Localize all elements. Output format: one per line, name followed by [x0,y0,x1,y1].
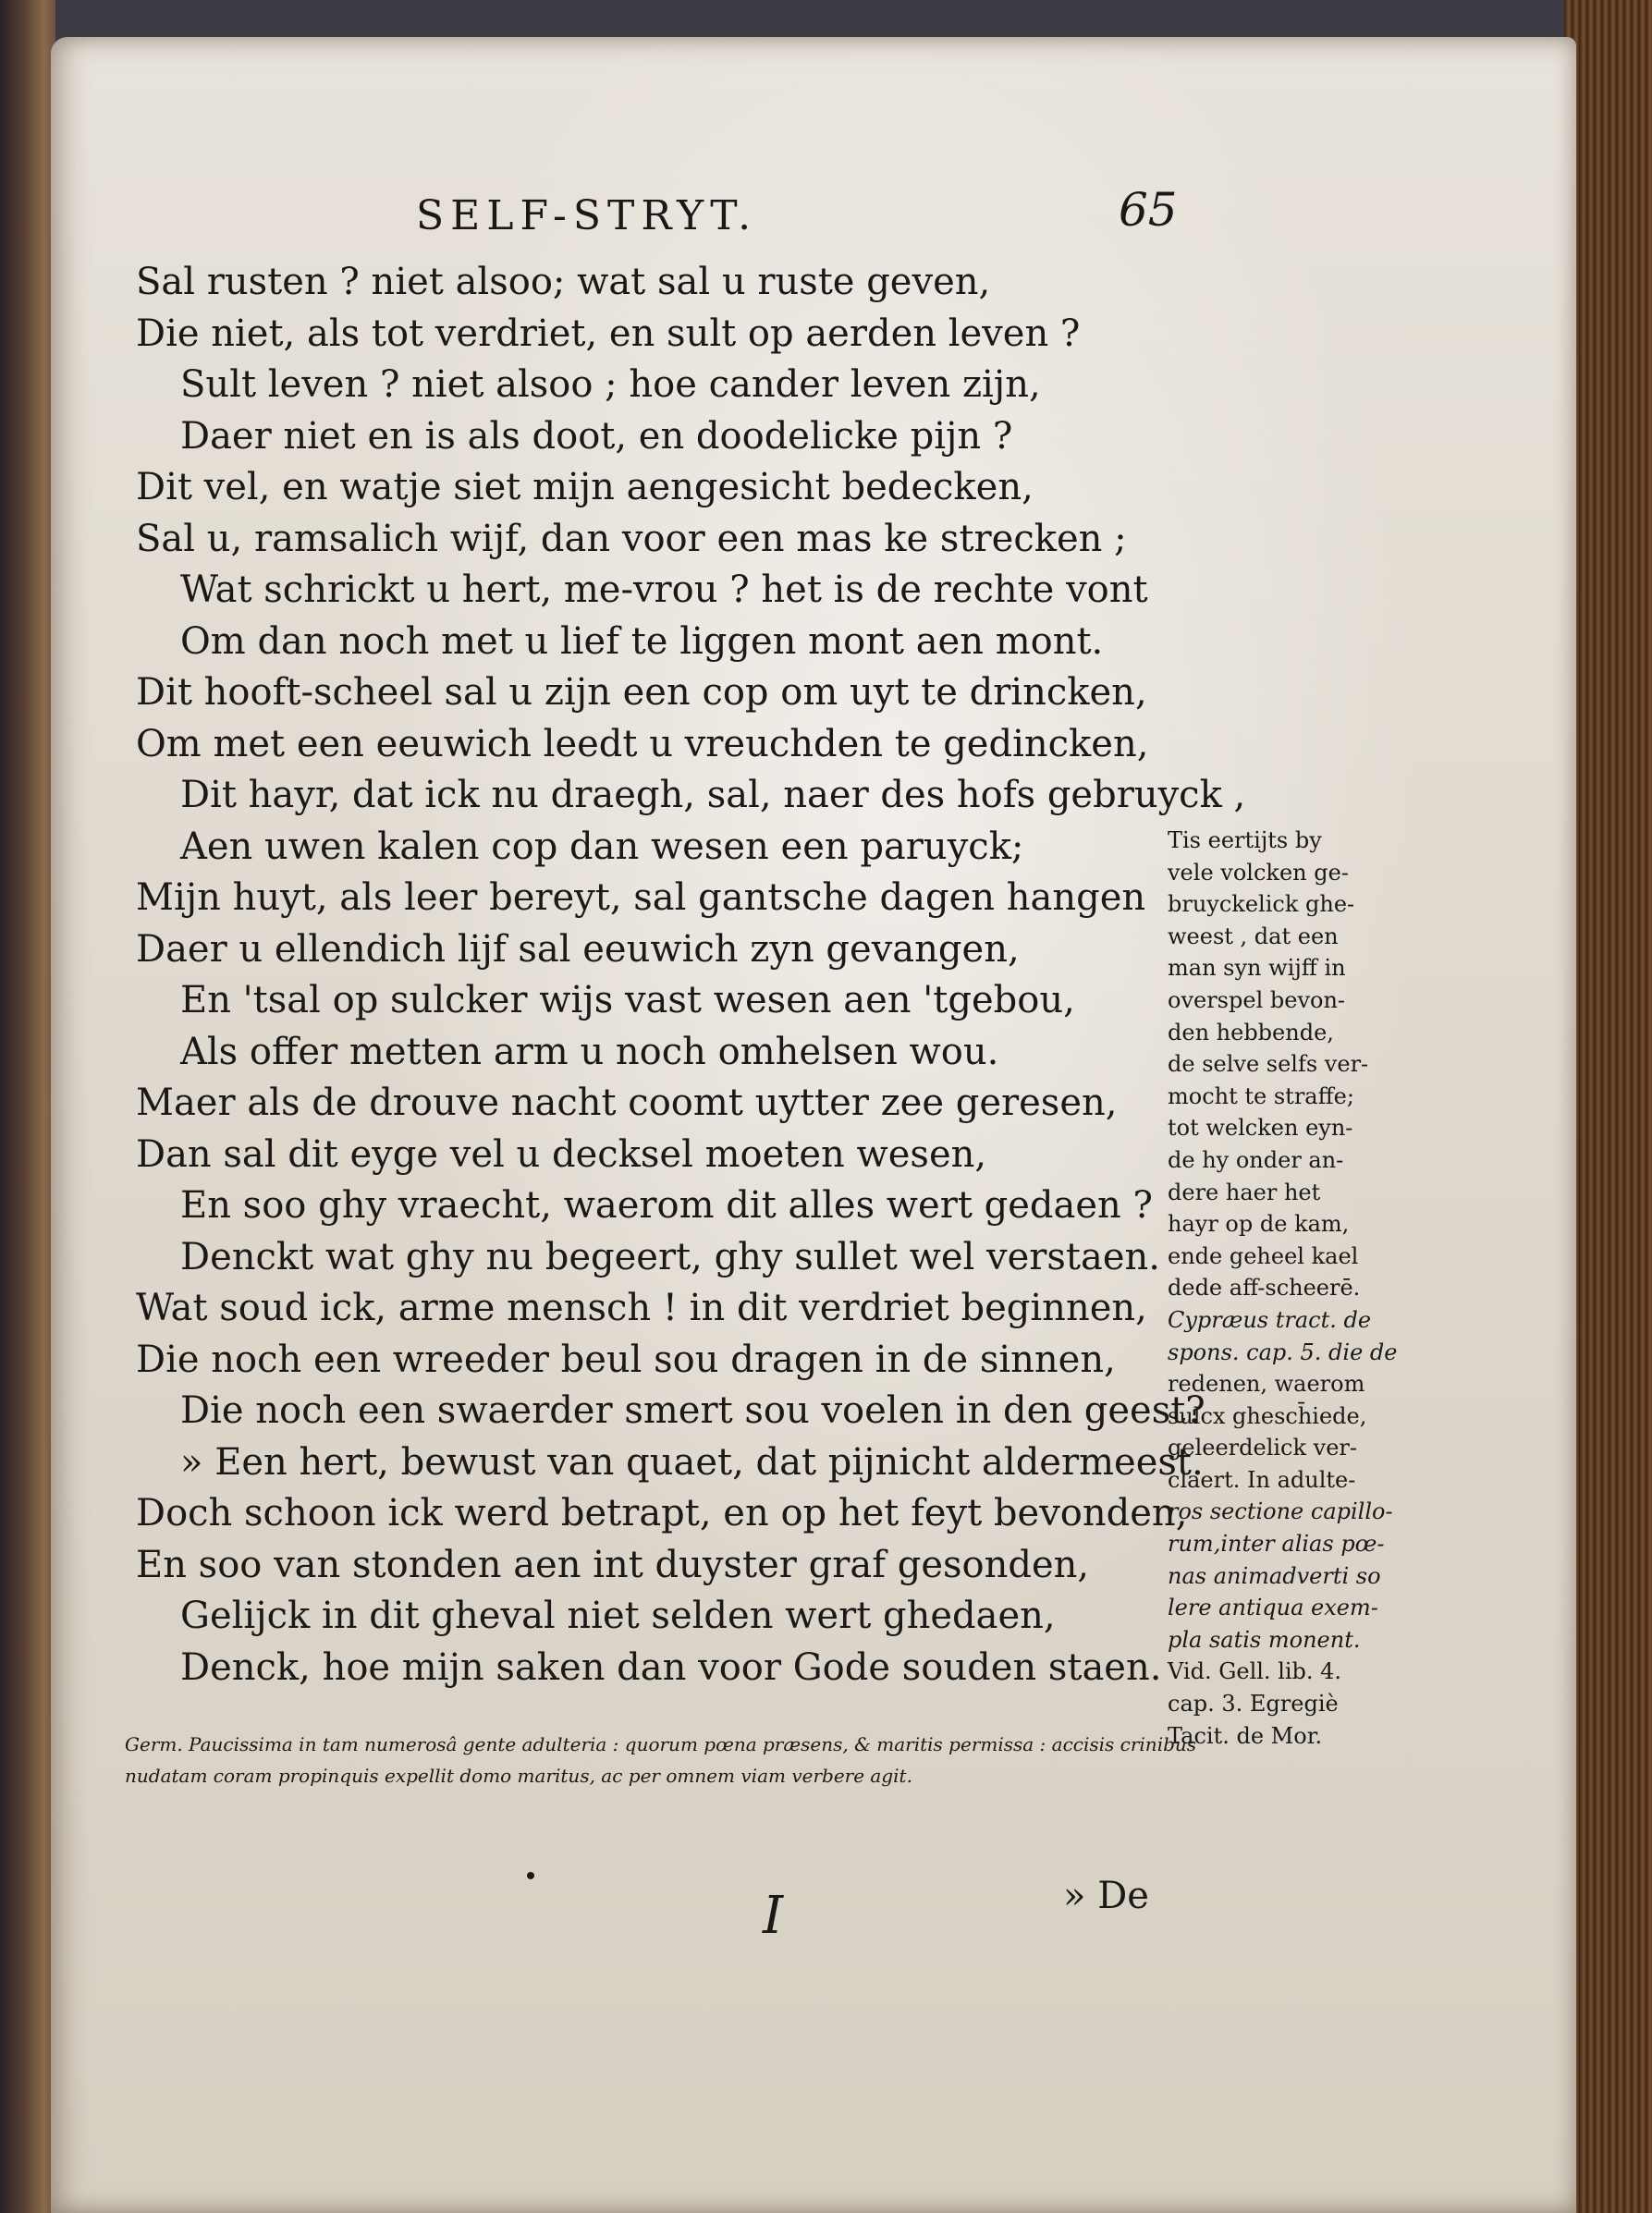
marginal-note-line: de hy onder an- [1168,1146,1344,1173]
marginal-note-line: hayr op de kam, [1168,1211,1350,1238]
verse-line: Dan sal dit eyge vel u decksel moeten wesen, [136,1132,987,1176]
verse-line: En soo van stonden aen int duyster graf gesonden, [136,1543,1090,1586]
marginal-note-line: Tis eertijts by [1168,827,1322,853]
marginal-note-line: Cypræus tract. de [1168,1306,1372,1333]
marginal-note-line: weest , dat een [1168,923,1339,949]
footnote-line: Germ. Paucissima in tam numerosâ gente adulteria : quorum pœna præsens, & maritis permissa : accisis crinibus [125,1733,1197,1755]
marginal-note-line: pla satis monent. [1168,1626,1361,1653]
book-fore-edge [1564,0,1652,2213]
verse-line: Die niet, als tot verdriet, en sult op aerden leven ? [136,312,1081,355]
marginal-note-line: spons. cap. 5. die de [1168,1339,1398,1365]
verse-line: Dit hooft-scheel sal u zijn een cop om uyt te drincken, [136,671,1147,714]
marginal-note-line: de selve selfs ver- [1168,1051,1369,1078]
marginal-note-line: mocht te straffe; [1168,1082,1354,1109]
marginal-note-line: ende geheel kael [1168,1242,1359,1269]
marginal-note-line: lere antiqua exem- [1168,1595,1378,1621]
marginal-note-line: tot welcken eyn- [1168,1115,1353,1142]
verse-line: Doch schoon ick werd betrapt, en op het feyt bevonden, [136,1492,1188,1534]
verse-line: En soo ghy vraecht, waerom dit alles wert gedaen ? [180,1184,1153,1227]
verse-line: Sult leven ? niet alsoo ; hoe cander leven zijn, [180,363,1041,406]
verse-line: Gelijck in dit gheval niet selden wert ghedaen, [180,1595,1056,1637]
catchword: » De [1063,1875,1149,1917]
verse-line: » Een hert, bewust van quaet, dat pijnicht aldermeest. [180,1440,1204,1484]
verse-line: Daer niet en is als doot, en doodelicke pijn ? [180,414,1013,458]
verse-line: Daer u ellendich lijf sal eeuwich zyn gevangen, [136,927,1020,971]
facing-page-edge [0,0,55,2213]
footnote-line: nudatam coram propinquis expellit domo maritus, ac per omnem viam verbere agit. [125,1765,912,1787]
verse-line: Dit hayr, dat ick nu draegh, sal, naer des hofs gebruyck , [180,774,1246,816]
marginal-note [1168,825,1417,1752]
marginal-note-line: overspel bevon- [1168,986,1346,1013]
marginal-note-line: geleerdelick ver- [1168,1435,1357,1461]
verse-line: Om dan noch met u lief te liggen mont aen mont. [180,619,1104,663]
verse-line: Maer als de drouve nacht coomt uytter zee geresen, [136,1082,1118,1124]
running-title: SELF-STRYT. [416,192,758,239]
book-page [51,37,1576,2213]
verse-line: Wat soud ick, arme mensch ! in dit verdriet beginnen, [136,1287,1147,1329]
verse-line: En 'tsal op sulcker wijs vast wesen aen 'tgebou, [180,979,1075,1021]
marginal-note-line: vele volcken ge- [1168,859,1349,886]
marginal-note-line: sulcx ghesch̄iede, [1168,1402,1367,1429]
verse-line: Die noch een swaerder smert sou voelen in den geest? [180,1389,1205,1432]
marginal-note-line: bruyckelick ghe- [1168,891,1355,918]
footnote [125,1729,1391,1791]
marginal-note-line: ros sectione capillo- [1168,1498,1393,1525]
verse-line: Wat schrickt u hert, me-vrou ? het is de rechte vont [180,569,1148,611]
verse-line: Aen uwen kalen cop dan wesen een paruyck; [180,825,1024,868]
marginal-note-line: claert. In adulte- [1168,1466,1356,1493]
verse-line: Mijn huyt, als leer bereyt, sal gantsche dagen hangen [136,876,1146,919]
marginal-note-line: dede aff-scheerē. [1168,1275,1361,1302]
marginal-note-line: nas animadverti so [1168,1562,1381,1589]
marginal-note-line: dere haer het [1168,1179,1321,1205]
verse-line: Sal u, ramsalich wijf, dan voor een mas ke strecken ; [136,517,1127,560]
verse-line: Denck, hoe mijn saken dan voor Gode souden staen. [180,1645,1162,1689]
marginal-note-line: rum,inter alias pœ- [1168,1531,1385,1558]
verse-line: Denckt wat ghy nu begeert, ghy sullet wel verstaen. [180,1235,1160,1278]
verse-line: Als offer metten arm u noch omhelsen wou. [180,1030,999,1073]
ink-dot [527,1872,534,1879]
marginal-note-line: den hebbende, [1168,1019,1334,1045]
signature-mark: I [763,1886,784,1946]
verse-line: Sal rusten ? niet alsoo; wat sal u ruste geven, [136,261,991,303]
marginal-note-line: man syn wijff in [1168,955,1346,982]
page-number: 65 [1119,183,1178,237]
verse-line: Dit vel, en watje siet mijn aengesicht bedecken, [136,466,1034,508]
marginal-note-line: redenen, waerom [1168,1371,1365,1398]
verse-line: Om met een eeuwich leedt u vreuchden te gedincken, [136,722,1149,765]
verse-line: Die noch een wreeder beul sou dragen in de sinnen, [136,1338,1116,1381]
marginal-note-line: cap. 3. Egregiè [1168,1691,1339,1718]
marginal-note-line: Vid. Gell. lib. 4. [1168,1658,1342,1685]
marginal-note-line: Tacit. de Mor. [1168,1722,1323,1749]
